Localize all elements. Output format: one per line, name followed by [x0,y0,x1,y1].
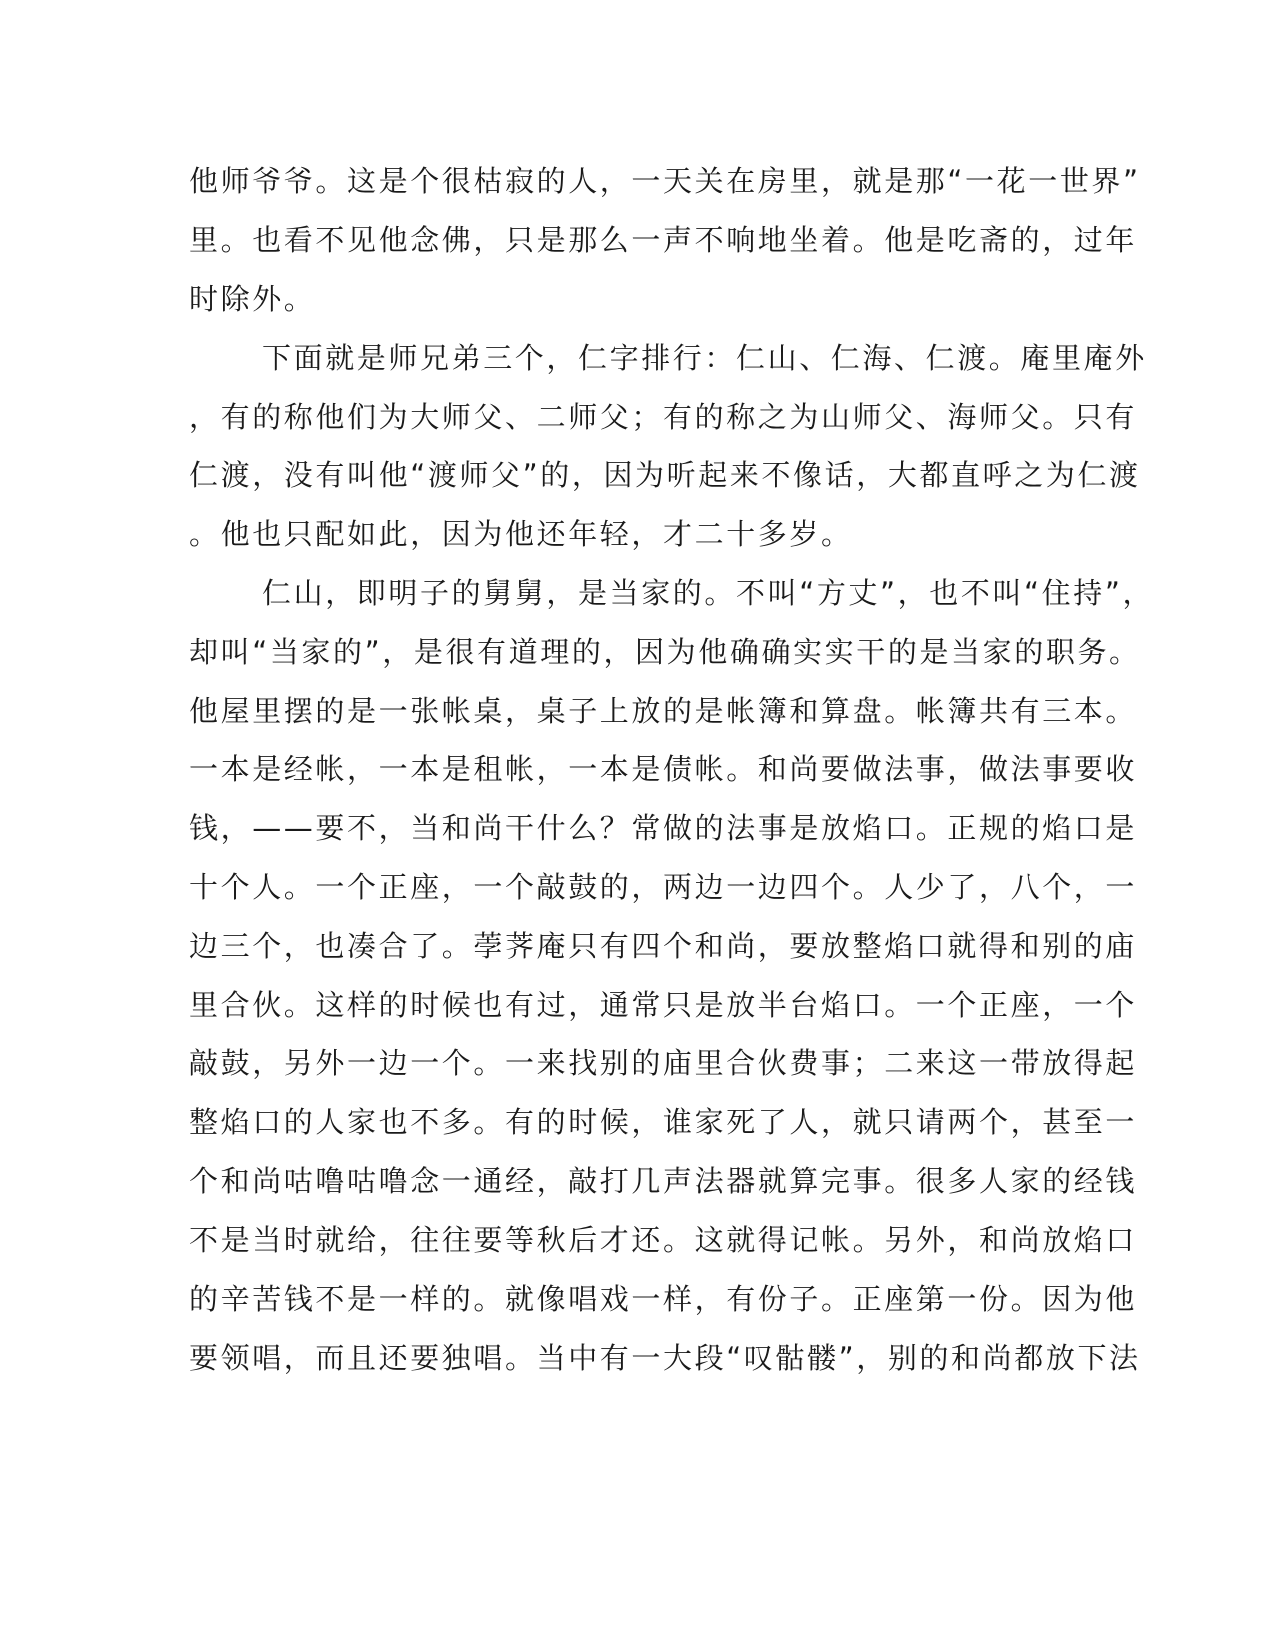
text-line: 下面就是师兄弟三个，仁字排行：仁山、仁海、仁渡。庵里庵外 [262,341,1147,375]
text-line: 他屋里摆的是一张帐桌，桌子上放的是帐簿和算盘。帐簿共有三本。 [189,694,1138,728]
text-line: 边三个，也凑合了。荸荠庵只有四个和尚，要放整焰口就得和别的庙 [189,929,1138,963]
text-line: ，有的称他们为大师父、二师父；有的称之为山师父、海师父。只有 [189,400,1138,434]
text-line: 里合伙。这样的时候也有过，通常只是放半台焰口。一个正座，一个 [189,988,1138,1022]
text-line: 敲鼓，另外一边一个。一来找别的庙里合伙费事；二来这一带放得起 [189,1046,1138,1080]
text-line: 要领唱，而且还要独唱。当中有一大段“叹骷髅”，别的和尚都放下法 [189,1341,1141,1375]
text-line: 十个人。一个正座，一个敲鼓的，两边一边四个。人少了，八个，一 [189,870,1138,904]
text-line: 个和尚咕噜咕噜念一通经，敲打几声法器就算完事。很多人家的经钱 [189,1164,1138,1198]
text-line: 。他也只配如此，因为他还年轻，才二十多岁。 [189,517,853,551]
text-line: 仁山，即明子的舅舅，是当家的。不叫“方丈”，也不叫“住持”， [262,576,1155,610]
text-line: 时除外。 [189,282,316,316]
text-line: 的辛苦钱不是一样的。就像唱戏一样，有份子。正座第一份。因为他 [189,1282,1138,1316]
text-line: 钱，——要不，当和尚干什么？常做的法事是放焰口。正规的焰口是 [189,811,1138,845]
text-line: 一本是经帐，一本是租帐，一本是债帐。和尚要做法事，做法事要收 [189,752,1138,786]
text-line: 仁渡，没有叫他“渡师父”的，因为听起来不像话，大都直呼之为仁渡 [189,458,1141,492]
text-line: 里。也看不见他念佛，只是那么一声不响地坐着。他是吃斋的，过年 [189,223,1138,257]
text-line: 却叫“当家的”，是很有道理的，因为他确确实实干的是当家的职务。 [189,635,1141,669]
text-line: 不是当时就给，往往要等秋后才还。这就得记帐。另外，和尚放焰口 [189,1223,1138,1257]
text-line: 他师爷爷。这是个很枯寂的人，一天关在房里，就是那“一花一世界” [189,164,1141,198]
text-line: 整焰口的人家也不多。有的时候，谁家死了人，就只请两个，甚至一 [189,1105,1138,1139]
